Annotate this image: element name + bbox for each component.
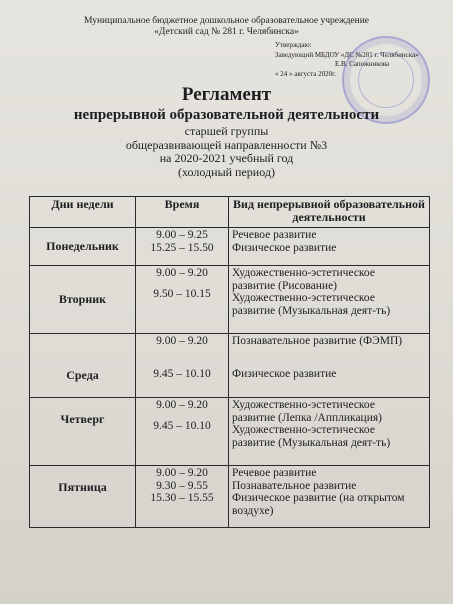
activity-text: развитие (Музыкальная деят-ть)	[232, 304, 391, 317]
time-cell	[136, 266, 229, 334]
activity-text: Познавательное развитие (ФЭМП)	[232, 335, 403, 347]
time-value: 9.00 – 9.20	[156, 467, 208, 479]
time-value: 15.25 – 15.50	[150, 241, 214, 254]
activity-text: Художественно-эстетическое	[232, 424, 375, 436]
approval-line-4: « 24 » августа 2020г.	[275, 69, 336, 78]
time-value: 9.00 – 9.20	[156, 267, 208, 279]
activity-text: Физическое развитие	[232, 241, 337, 254]
info-line-4: (холодный период)	[178, 164, 275, 179]
time-value: 9.00 – 9.25	[156, 229, 208, 241]
day-cell: Пятница	[30, 466, 136, 528]
activity-text: Речевое развитие	[232, 467, 317, 479]
time-value: 9.45 – 10.10	[153, 419, 211, 432]
activity-text: развитие (Рисование)	[232, 279, 337, 292]
table-row	[30, 398, 430, 466]
activity-cell	[229, 334, 430, 398]
activity-text: Художественно-эстетическое	[232, 292, 375, 304]
time-cell	[136, 466, 229, 528]
info-line-3: на 2020-2021 учебный год	[159, 151, 294, 165]
time-cell	[136, 228, 229, 266]
document-subtitle: непрерывной образовательной деятельности	[73, 107, 380, 123]
activity-cell	[229, 466, 430, 528]
time-value: 9.00 – 9.20	[156, 335, 208, 347]
day-cell: Среда	[30, 334, 136, 398]
day-cell: Понедельник	[30, 228, 136, 266]
activity-cell	[229, 266, 430, 334]
schedule-table	[29, 196, 430, 528]
time-value: 15.30 – 15.55	[150, 492, 214, 504]
activity-text: воздухе)	[232, 504, 274, 517]
approval-line-1: Утверждаю:	[275, 41, 312, 49]
time-value: 9.30 – 9.55	[156, 479, 208, 492]
info-line-2: общеразвивающей направленности №3	[125, 137, 328, 152]
activity-text: Художественно-эстетическое	[232, 399, 375, 411]
activity-text: Речевое развитие	[232, 229, 317, 241]
day-cell: Четверг	[30, 398, 136, 466]
table-row	[30, 228, 430, 266]
activity-text: Физическое развитие	[232, 367, 337, 380]
table-row	[30, 466, 430, 528]
organization-header	[0, 16, 453, 38]
day-cell: Вторник	[30, 266, 136, 334]
activity-text: развитие (Лепка /Аппликация)	[232, 411, 382, 424]
document-info	[0, 125, 453, 179]
approval-block	[275, 41, 419, 79]
header-time: Время	[136, 197, 229, 228]
header-days: Дни недели	[30, 197, 136, 228]
time-value: 9.50 – 10.15	[153, 287, 211, 300]
approval-line-3: Е.В. Сапожникова	[335, 60, 390, 68]
activity-text: Познавательное развитие	[232, 479, 357, 492]
table-row	[30, 266, 430, 334]
activity-text: Физическое развитие (на открытом	[232, 492, 405, 504]
activity-text: развитие (Музыкальная деят-ть)	[232, 436, 391, 449]
time-cell	[136, 398, 229, 466]
activity-cell	[229, 228, 430, 266]
time-value: 9.45 – 10.10	[153, 367, 211, 380]
document-title: Регламент	[181, 84, 272, 105]
time-value: 9.00 – 9.20	[156, 399, 208, 411]
activity-cell	[229, 398, 430, 466]
org-line-2: «Детский сад № 281 г. Челябинска»	[154, 27, 299, 37]
time-cell	[136, 334, 229, 398]
table-row	[30, 334, 430, 398]
table-header-row	[30, 197, 430, 228]
header-activity: Вид непрерывной образовательной деятельности	[229, 197, 430, 228]
activity-text: Художественно-эстетическое	[232, 267, 375, 279]
approval-line-2: Заведующий МБДОУ «ДС №281 г. Челябинска»	[275, 50, 419, 59]
org-line-1: Муниципальное бюджетное дошкольное образовательное учреждение	[84, 16, 369, 26]
info-line-1: старшей группы	[184, 124, 269, 138]
